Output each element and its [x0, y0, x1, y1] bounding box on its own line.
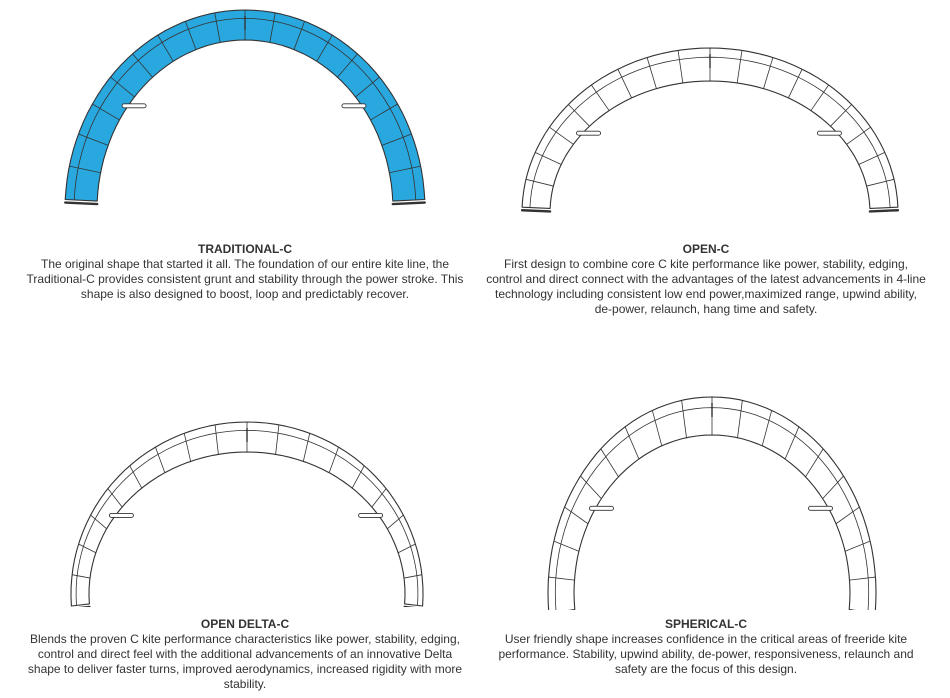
kite-title: SPHERICAL-C: [664, 617, 747, 631]
bridle-tab: [122, 104, 146, 108]
bridle-tab: [109, 513, 133, 517]
bridle-tab: [342, 104, 366, 108]
kite-title: OPEN DELTA-C: [200, 617, 290, 631]
kite-description: User friendly shape increases confidence in the critical areas of freeride kite performance. Stability, upwind ability, de-power, responsiveness, relaunch and safety are the focus of this design.: [498, 632, 914, 676]
bridle-tab: [817, 131, 841, 135]
open-delta-c-kite-diagram: [65, 412, 430, 607]
spherical-c-kite-diagram: [540, 388, 885, 610]
leading-edge-seam: [76, 430, 418, 605]
wingtip: [870, 210, 898, 211]
kite-description: Blends the proven C kite performance characteristics like power, stability, edging, control and direct feel with the additional advancements of an innovative Delta shape to deliver faster turns, improved aerodynamics, increased rigidity with more stability.: [27, 632, 463, 691]
bridle-tab: [577, 131, 601, 135]
kite-title: TRADITIONAL-C: [198, 242, 292, 256]
bridle-tab: [589, 506, 613, 510]
wingtip: [522, 210, 550, 211]
bridle-tab: [359, 513, 383, 517]
bridle-tab: [809, 506, 833, 510]
open-c-kite-diagram: [510, 38, 910, 233]
open-delta-c-caption: [25, 617, 465, 692]
traditional-c-kite-diagram: [55, 0, 435, 235]
traditional-c-caption: [25, 242, 465, 302]
wingtip: [65, 203, 97, 205]
spherical-c-caption: [486, 617, 926, 677]
open-c-caption: [486, 242, 926, 317]
kite-description: First design to combine core C kite performance like power, stability, edging, control and direct connect with the advantages of the latest advancements in 4-line technology including consistent low end power,maximized range, upwind ability, de-power, relaunch, hang time and safety.: [486, 257, 926, 316]
kite-description: The original shape that started it all. The foundation of our entire kite line, the Traditional-C provides consistent grunt and stability through the power stroke. This shape is also designed to boost, loop and predictably recover.: [26, 257, 464, 301]
kite-title: OPEN-C: [682, 242, 730, 256]
wingtip: [393, 203, 425, 205]
